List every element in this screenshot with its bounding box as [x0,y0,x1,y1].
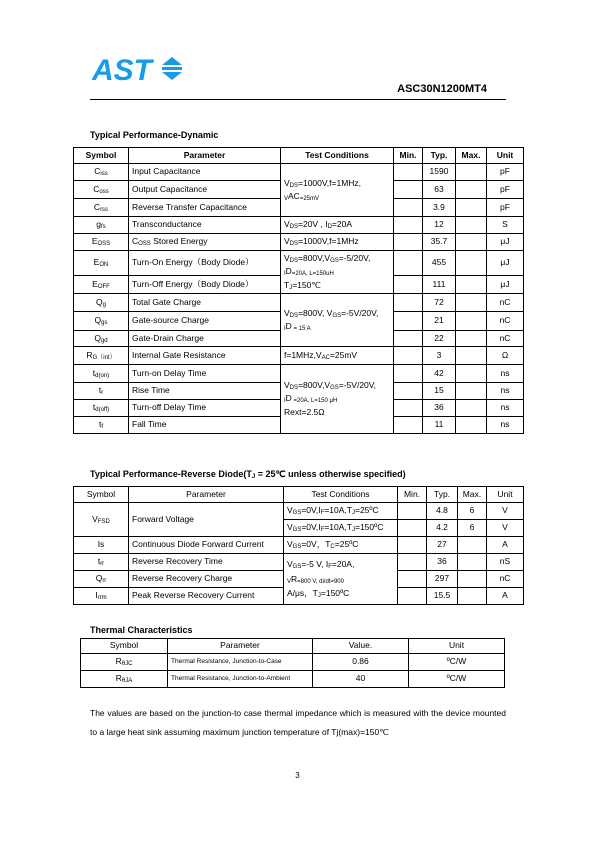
column-header: Unit [487,487,524,503]
parameter-cell: Rise Time [129,383,281,400]
min-cell [394,181,423,199]
header-rule [90,99,506,100]
typ-cell: 27 [427,537,458,554]
dynamic-title: Typical Performance-Dynamic [90,130,219,140]
typ-cell: 3 [423,347,456,365]
typ-cell: 15 [423,383,456,400]
max-cell [456,365,487,383]
value-cell: 0.86 [313,654,409,671]
parameter-cell: Gate-Drain Charge [129,331,281,347]
min-cell [398,520,427,537]
symbol-cell: $Q_{gs}$ [74,312,129,331]
symbol-cell: $Q_g$ [74,294,129,312]
min-cell [394,217,423,234]
typ-cell: 11 [423,417,456,434]
table-row [81,671,505,688]
test-conditions-cell: $V_{GS}=-5$ V, $I_F=20A$, $_VR_{=800 V, di/dt=900}$ A/μs，$T_J=150ºC$ [284,554,398,605]
table-row [74,294,524,312]
parameter-cell: Total Gate Charge [129,294,281,312]
unit-cell: ºC/W [409,671,505,688]
typ-cell: 36 [427,554,458,571]
symbol-cell: $R_{\theta JA}$ [81,671,168,688]
thermal-note: The values are based on the junction-to case thermal impedance which is measured with the device mounted to a large heat sink assuming maximum junction temperature of Tj(max)=150℃ [90,708,506,737]
parameter-cell: Continuous Diode Forward Current [129,537,284,554]
thermal-title: Thermal Characteristics [90,625,193,635]
table-row [74,537,524,554]
max-cell [458,554,487,571]
symbol-cell: $t_r$ [74,383,129,400]
test-conditions-cell: $V_{GS}=0V,I_F=10A,T_J=25ºC$ [284,503,398,520]
column-header: Typ. [423,148,456,164]
parameter-cell: Thermal Resistance, Junction-to-Case [168,654,313,671]
min-cell [394,199,423,217]
min-cell [394,400,423,417]
value-cell: 40 [313,671,409,688]
parameter-cell: Transconductance [129,217,281,234]
diode-title: Typical Performance-Reverse $Diode(T_J$ = 25℃ unless otherwise specified) [90,469,406,480]
symbol-cell: Is [74,537,129,554]
table-row [74,365,524,383]
column-header: Min. [398,487,427,503]
symbol-cell: $E_{ON}$ [74,251,129,276]
typ-cell: 455 [423,251,456,276]
test-conditions-cell: $V_{GS}=0V,I_F=10A,T_J=150ºC$ [284,520,398,537]
table-row [74,503,524,520]
min-cell [394,417,423,434]
max-cell [458,537,487,554]
unit-cell: nC [487,571,524,588]
symbol-cell: $C_{oss}$ [74,181,129,199]
unit-cell: A [487,537,524,554]
min-cell [394,331,423,347]
parameter-cell: $C_{OSS}$ Stored Energy [129,234,281,251]
unit-cell: nC [487,331,524,347]
parameter-cell: Thermal Resistance, Junction-to-Ambient [168,671,313,688]
unit-cell: ns [487,365,524,383]
thermal-table [80,638,505,688]
column-header: Parameter [129,148,281,164]
parameter-cell: Gate-source Charge [129,312,281,331]
max-cell [456,400,487,417]
parameter-cell: Reverse Transfer Capacitance [129,199,281,217]
table-row [74,347,524,365]
min-cell [394,347,423,365]
parameter-cell: Turn-off Delay Time [129,400,281,417]
dynamic-table [73,147,524,434]
typ-cell: 22 [423,331,456,347]
unit-cell: μJ [487,251,524,276]
company-logo [92,53,188,85]
test-conditions-cell: $V_{DS}=20V$ , $I_D=20A$ [281,217,394,234]
symbol-cell: $t_{rr}$ [74,554,129,571]
typ-cell: 3.9 [423,199,456,217]
parameter-cell: Input Capacitance [129,164,281,181]
unit-cell: S [487,217,524,234]
typ-cell: 4.8 [427,503,458,520]
parameter-cell: Output Capacitance [129,181,281,199]
parameter-cell: Turn-on Delay Time [129,365,281,383]
typ-cell: 63 [423,181,456,199]
column-header: Unit [409,639,505,654]
min-cell [394,234,423,251]
min-cell [394,251,423,276]
symbol-cell: $R_{\theta JC}$ [81,654,168,671]
typ-cell: 42 [423,365,456,383]
max-cell [456,181,487,199]
parameter-cell: Reverse Recovery Time [129,554,284,571]
column-header: Symbol [74,487,129,503]
test-conditions-cell: $V_{DS}=800V,V_{GS}=-5V/20V$, $_I$D $_{=20A, L=150 \mu H}$ Rext=2.5Ω [281,365,394,434]
min-cell [394,164,423,181]
unit-cell: pF [487,181,524,199]
symbol-cell: $C_{iss}$ [74,164,129,181]
symbol-cell: $g_{fs}$ [74,217,129,234]
max-cell [458,588,487,605]
typ-cell: 21 [423,312,456,331]
page-number: 3 [295,771,300,780]
min-cell [394,383,423,400]
unit-cell: nC [487,312,524,331]
test-conditions-cell: $V_{DS}=1000V,f=1MHz$ [281,234,394,251]
column-header: Parameter [129,487,284,503]
logo-text: AST [92,54,152,85]
max-cell [456,331,487,347]
min-cell [394,276,423,294]
parameter-cell: Turn-On Energy（Body Diode） [129,251,281,276]
table-row [81,654,505,671]
column-header: Symbol [81,639,168,654]
table-row [74,251,524,276]
column-header: Parameter [168,639,313,654]
unit-cell: nS [487,554,524,571]
column-header: Symbol [74,148,129,164]
max-cell [456,164,487,181]
column-header: Typ. [427,487,458,503]
typ-cell: 111 [423,276,456,294]
max-cell [456,312,487,331]
part-number: ASC30N1200MT4 [397,83,487,95]
symbol-cell: $t_{d(off)}$ [74,400,129,417]
max-cell [456,199,487,217]
unit-cell: nC [487,294,524,312]
test-conditions-cell: $f=1MHz,V_{AC}=25mV$ [281,347,394,365]
test-conditions-cell: $V_{DS}=1000V,f=1MHz$, $_VAC_{=25mV}$ [281,164,394,217]
column-header: Test Conditions [284,487,398,503]
max-cell [456,217,487,234]
test-conditions-cell: $V_{DS}=800V,V_{GS}=-5/20V$, $_ID_{=20A, L=150uH}$ $T_J=150℃$ [281,251,394,294]
symbol-cell: $t_f$ [74,417,129,434]
parameter-cell: Forward Voltage [129,503,284,537]
table-row [74,234,524,251]
parameter-cell: Turn-Off Energy（Body Diode） [129,276,281,294]
column-header: Max. [456,148,487,164]
column-header: Min. [394,148,423,164]
max-cell [456,251,487,276]
typ-cell: 15.5 [427,588,458,605]
unit-cell: μJ [487,234,524,251]
typ-cell: 12 [423,217,456,234]
typ-cell: 1590 [423,164,456,181]
max-cell: 6 [458,503,487,520]
unit-cell: ºC/W [409,654,505,671]
test-conditions-cell: $V_{GS}=0V$，$T_C=25ºC$ [284,537,398,554]
table-row [74,554,524,571]
typ-cell: 72 [423,294,456,312]
max-cell [456,234,487,251]
parameter-cell: Peak Reverse Recovery Current [129,588,284,605]
unit-cell: ns [487,400,524,417]
typ-cell: 297 [427,571,458,588]
typ-cell: 35.7 [423,234,456,251]
typ-cell: 36 [423,400,456,417]
unit-cell: V [487,520,524,537]
unit-cell: A [487,588,524,605]
unit-cell: μJ [487,276,524,294]
column-header: Unit [487,148,524,164]
symbol-cell: $E_{OSS}$ [74,234,129,251]
symbol-cell: $R_{G(int)}$ [74,347,129,365]
test-conditions-cell: $V_{DS}=800V$, $V_{GS}=-5V/20V$, $_I$D $_{= 15 A}$ [281,294,394,347]
min-cell [398,537,427,554]
max-cell [456,347,487,365]
unit-cell: pF [487,164,524,181]
parameter-cell: Fall Time [129,417,281,434]
typ-cell: 4.2 [427,520,458,537]
min-cell [398,554,427,571]
symbol-cell: $V_{FSD}$ [74,503,129,537]
symbol-cell: $Q_{gd}$ [74,331,129,347]
min-cell [398,588,427,605]
table-row [74,164,524,181]
min-cell [398,503,427,520]
unit-cell: Ω [487,347,524,365]
max-cell [456,294,487,312]
unit-cell: pF [487,199,524,217]
symbol-cell: $t_{d(on)}$ [74,365,129,383]
symbol-cell: $I_{rrm}$ [74,588,129,605]
unit-cell: ns [487,417,524,434]
max-cell: 6 [458,520,487,537]
min-cell [394,294,423,312]
min-cell [394,312,423,331]
column-header: Test Conditions [281,148,394,164]
unit-cell: ns [487,383,524,400]
min-cell [398,571,427,588]
column-header: Max. [458,487,487,503]
max-cell [458,571,487,588]
column-header: Value. [313,639,409,654]
min-cell [394,365,423,383]
table-row [74,217,524,234]
parameter-cell: Reverse Recovery Charge [129,571,284,588]
symbol-cell: $E_{OFF}$ [74,276,129,294]
max-cell [456,383,487,400]
diode-table [73,486,524,605]
parameter-cell: Internal Gate Resistance [129,347,281,365]
max-cell [456,276,487,294]
symbol-cell: $Q_{rr}$ [74,571,129,588]
max-cell [456,417,487,434]
symbol-cell: $C_{rss}$ [74,199,129,217]
unit-cell: V [487,503,524,520]
